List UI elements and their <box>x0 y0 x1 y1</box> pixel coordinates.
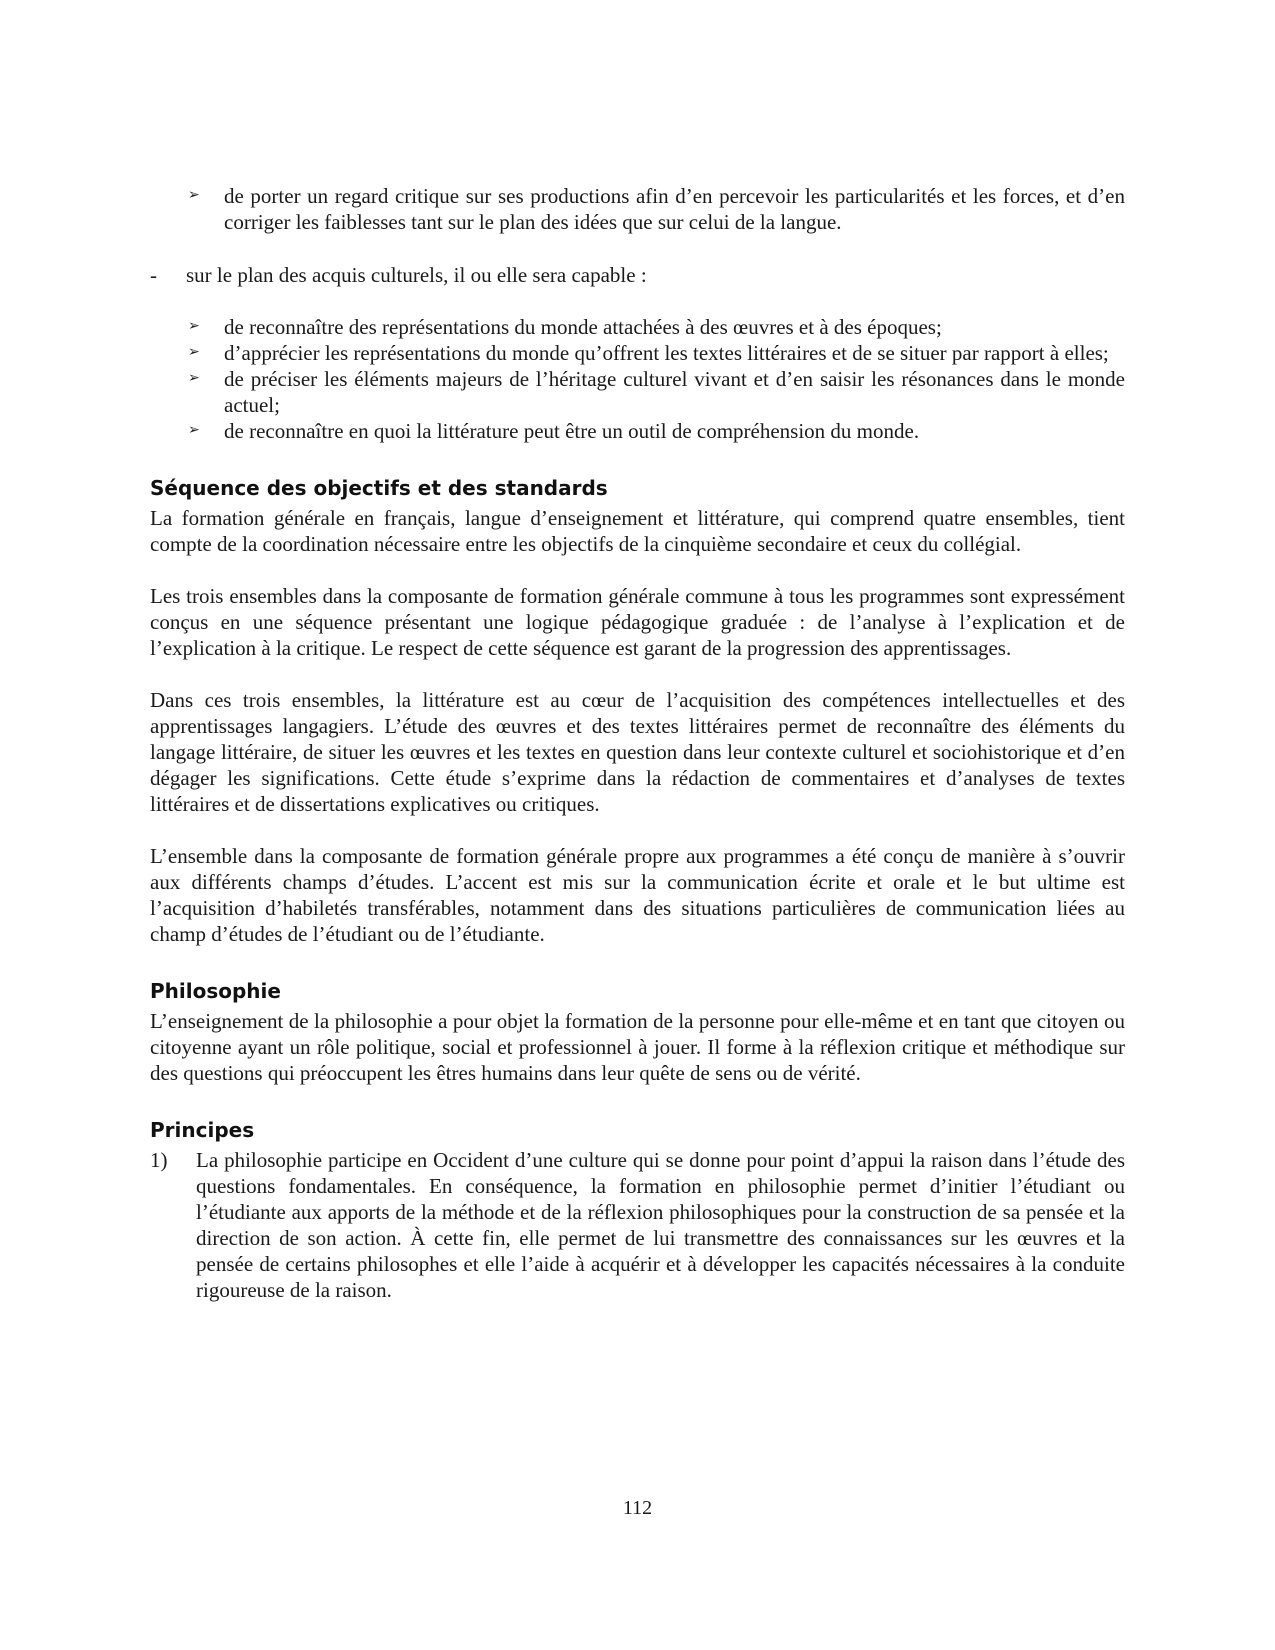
list-item <box>188 314 1125 340</box>
numbered-item <box>150 1147 1125 1303</box>
list-item-text: d’apprécier les représentations du monde qu’offrent les textes littéraires et de se situer par rapport à elles; <box>224 341 1109 365</box>
dash-item-text: sur le plan des acquis culturels, il ou elle sera capable : <box>186 263 647 287</box>
list-item <box>188 366 1125 418</box>
arrow-bullet-icon: ➢ <box>188 319 200 334</box>
bullet-list-culture <box>150 314 1125 444</box>
section-heading-philosophie: Philosophie <box>150 979 281 1003</box>
list-item-text: de reconnaître des représentations du monde attachées à des œuvres et à des époques; <box>224 315 942 339</box>
arrow-bullet-icon: ➢ <box>188 188 200 203</box>
arrow-bullet-icon: ➢ <box>188 371 200 386</box>
section-heading-sequence: Séquence des objectifs et des standards <box>150 476 608 500</box>
page-number: 112 <box>622 1497 653 1519</box>
list-item <box>188 183 1125 235</box>
list-item-text: de porter un regard critique sur ses productions afin d’en percevoir les particularités et les forces, et d’en corriger les faiblesses tant sur le plan des idées que sur celui de la langue. <box>224 184 1125 234</box>
arrow-bullet-icon: ➢ <box>188 423 200 438</box>
item-number: 1) <box>150 1148 168 1172</box>
list-item <box>188 340 1125 366</box>
numbered-item-text: La philosophie participe en Occident d’une culture qui se donne pour point d’appui la raison dans l’étude des questions fondamentales. En conséquence, la formation en philosophie permet d’initier l’étudiant ou l’étudiante aux apports de la méthode et de la réflexion philosophiques pour la construction de sa pensée et la direction de son action. À cette fin, elle permet de lui transmettre des connaissances sur les œuvres et la pensée de certains philosophes et elle l’aide à acquérir et à développer les capacités nécessaires à la conduite rigoureuse de la raison. <box>196 1148 1125 1302</box>
section-heading-principes: Principes <box>150 1118 255 1142</box>
page-content <box>150 183 1125 1303</box>
arrow-bullet-icon: ➢ <box>188 345 200 360</box>
paragraph: Dans ces trois ensembles, la littérature est au cœur de l’acquisition des compétences intellectuelles et des apprentissages langagiers. L’étude des œuvres et des textes littéraires permet de reconnaître des éléments du langage littéraire, de situer les œuvres et les textes en question dans leur contexte culturel et sociohistorique et d’en dégager les significations. Cette étude s’exprime dans la rédaction de commentaires et d’analyses de textes littéraires et de dissertations explicatives ou critiques. <box>150 688 1125 816</box>
paragraph: La formation générale en français, langue d’enseignement et littérature, qui comprend quatre ensembles, tient compte de la coordination nécessaire entre les objectifs de la cinquième secondaire et ceux du collégial. <box>150 506 1125 556</box>
dash-bullet-icon: - <box>150 263 157 287</box>
list-item-text: de préciser les éléments majeurs de l’héritage culturel vivant et d’en saisir les résonances dans le monde actuel; <box>224 367 1125 417</box>
dash-item <box>150 262 1125 288</box>
bullet-list-critique <box>150 183 1125 235</box>
paragraph: Les trois ensembles dans la composante de formation générale commune à tous les programmes sont expressément conçus en une séquence présentant une logique pédagogique graduée : de l’analyse à l’explication et de l’explication à la critique. Le respect de cette séquence est garant de la progression des apprentissages. <box>150 584 1125 660</box>
paragraph: L’ensemble dans la composante de formation générale propre aux programmes a été conçu de manière à s’ouvrir aux différents champs d’études. L’accent est mis sur la communication écrite et orale et le but ultime est l’acquisition d’habiletés transférables, notamment dans des situations particulières de communication liées au champ d’études de l’étudiant ou de l’étudiante. <box>150 844 1125 946</box>
list-item <box>188 418 1125 444</box>
paragraph: L’enseignement de la philosophie a pour objet la formation de la personne pour elle-même et en tant que citoyen ou citoyenne ayant un rôle politique, social et professionnel à jouer. Il forme à la réflexion critique et méthodique sur des questions qui préoccupent les êtres humains dans leur quête de sens ou de vérité. <box>150 1009 1125 1085</box>
list-item-text: de reconnaître en quoi la littérature peut être un outil de compréhension du monde. <box>224 419 920 443</box>
